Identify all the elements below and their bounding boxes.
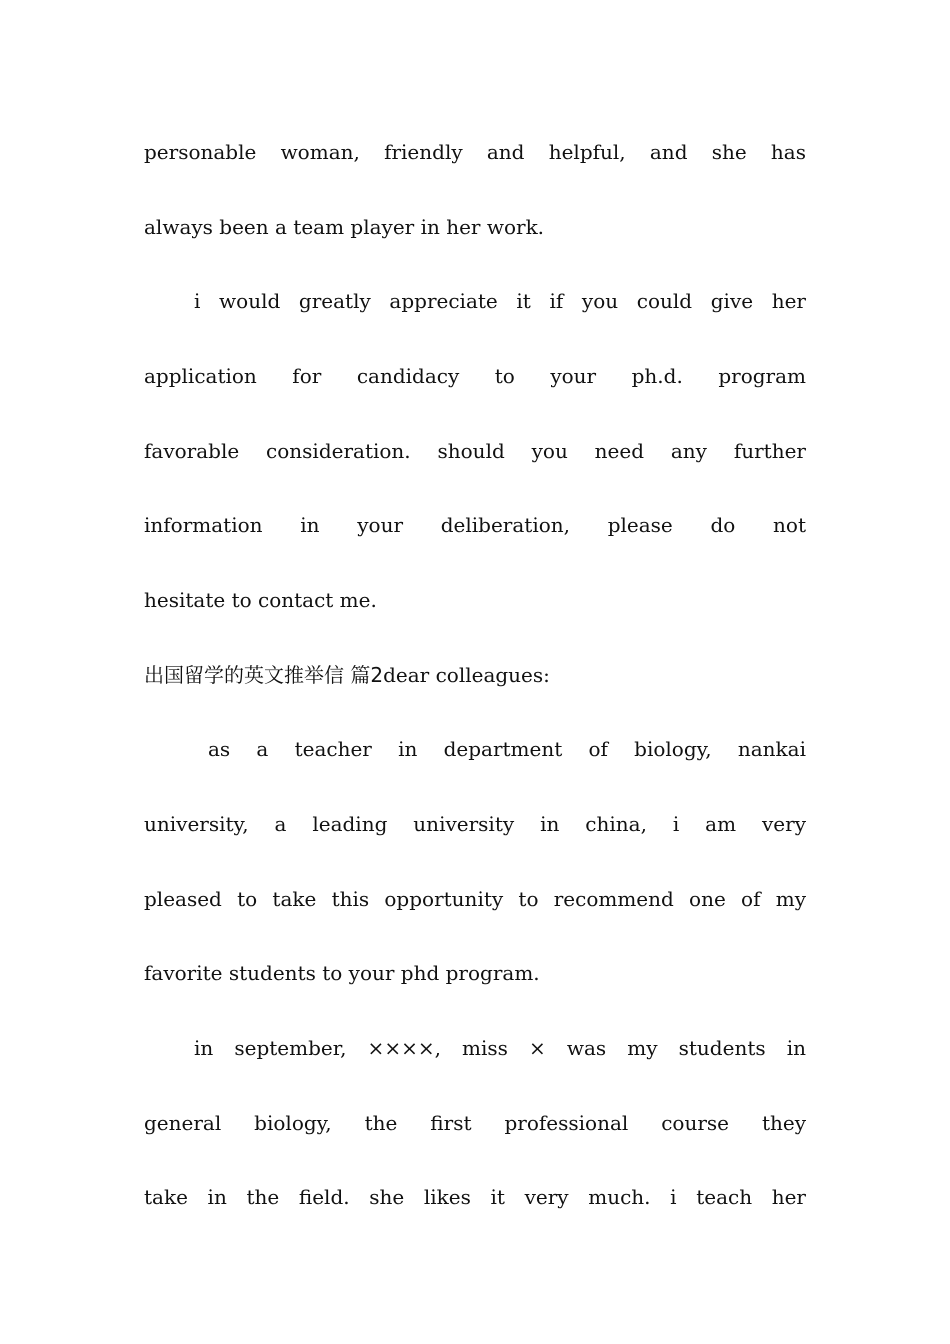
- paragraph-4-line-3: take in the field. she likes it very much. i teach her: [144, 1185, 806, 1209]
- section-title: 出国留学的英文推举信 篇2: [144, 663, 384, 687]
- paragraph-1-line-1: personable woman, friendly and helpful, and she has: [144, 140, 806, 164]
- paragraph-3-line-4: favorite students to your phd program.: [144, 961, 540, 985]
- paragraph-1-line-2: always been a team player in her work.: [144, 215, 545, 239]
- paragraph-2-line-2: application for candidacy to your ph.d. program: [144, 364, 806, 388]
- paragraph-3-line-3: pleased to take this opportunity to recommend one of my: [144, 887, 806, 911]
- paragraph-2-line-1: i would greatly appreciate it if you could give her: [194, 289, 806, 313]
- paragraph-3-line-2: university, a leading university in china, i am very: [144, 812, 806, 836]
- section-heading: [144, 660, 806, 690]
- paragraph-2-line-4: information in your deliberation, please do not: [144, 513, 806, 537]
- salutation: dear colleagues:: [383, 663, 550, 687]
- paragraph-4-line-1: in september, ××××, miss × was my students in: [194, 1036, 806, 1060]
- paragraph-4-line-2: general biology, the first professional course they: [144, 1111, 806, 1135]
- paragraph-2-line-3: favorable consideration. should you need any further: [144, 439, 806, 463]
- paragraph-2-line-5: hesitate to contact me.: [144, 588, 377, 612]
- paragraph-3-line-1: as a teacher in department of biology, nankai: [208, 737, 806, 761]
